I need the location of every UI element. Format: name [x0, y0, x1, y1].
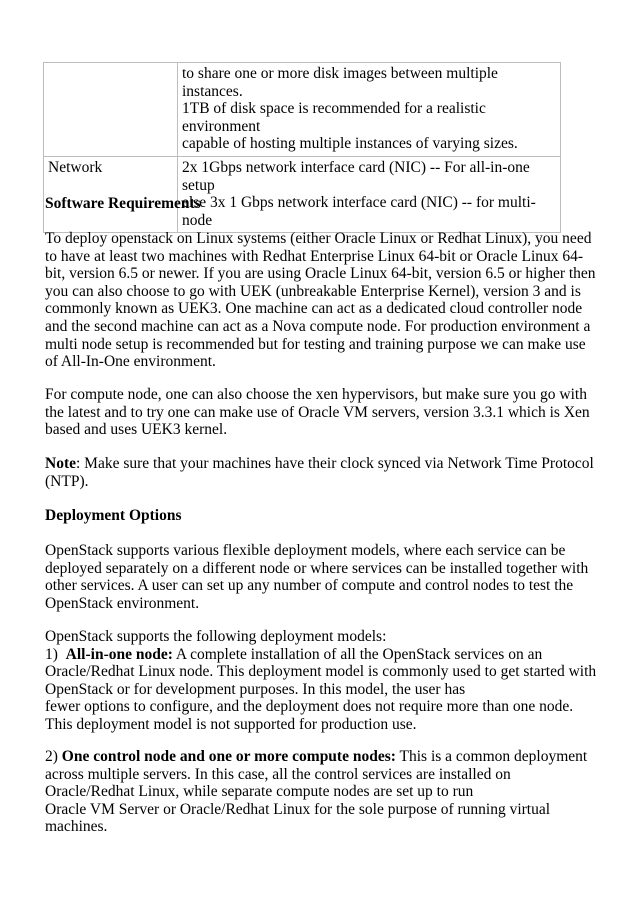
text-line: commonly known as UEK3. One machine can act as a dedicated cloud controller node — [45, 300, 583, 318]
text-line: multi node setup is recommended but for testing and training purpose we can make use — [45, 335, 586, 353]
text-line: other services. A user can set up any number of compute and control nodes to test the — [45, 577, 574, 595]
text-line: (NTP). — [45, 472, 89, 490]
list-item-title: One control node and one or more compute nodes: — [61, 748, 396, 765]
table-cell-line: 2x 1Gbps network interface card (NIC) -- For all-in-one setup — [182, 158, 530, 194]
text-line: Oracle/Redhat Linux node. This deployment model is commonly used to get started with — [45, 663, 597, 681]
table-cell-line: capable of hosting multiple instances of varying sizes. — [182, 135, 518, 153]
text-line: OpenStack supports the following deployment models: — [45, 628, 387, 645]
note-text: : Make sure that your machines have their clock synced via Network Time Protocol — [76, 455, 594, 472]
text-line: the latest and to try one can make use of Oracle VM servers, version 3.3.1 which is Xen — [45, 403, 590, 421]
text-line: To deploy openstack on Linux systems (either Oracle Linux or Redhat Linux), you need — [45, 230, 592, 247]
table-row — [44, 63, 561, 157]
list-number: 2) — [45, 748, 62, 765]
text-line: based and uses UEK3 kernel. — [45, 421, 228, 439]
text-line: Oracle/Redhat Linux, while separate compute nodes are set up to run — [45, 783, 474, 801]
text-line: of All-In-One environment. — [45, 353, 216, 371]
text-line: OpenStack or for development purposes. In this model, the user has — [45, 680, 466, 698]
paragraph — [45, 386, 590, 439]
note-label: Note — [45, 455, 76, 472]
text-line: This deployment model is not supported for production use. — [45, 715, 417, 733]
list-item-text: This is a common deployment — [395, 748, 588, 765]
table-cell-line: 1TB of disk space is recommended for a realistic environment — [182, 100, 486, 135]
section-heading — [45, 195, 585, 213]
text-line: machines. — [45, 818, 108, 836]
list-number: 1) — [45, 645, 66, 663]
text-line: and the second machine can act as a Nova compute node. For production environment a — [45, 317, 591, 335]
text-line: bit, version 6.5 or newer. If you are using Oracle Linux 64-bit, version 6.5 or higher then — [45, 265, 596, 283]
table-cell-line: else 3x 1 Gbps network interface card (NIC) -- for multi-node — [182, 194, 536, 229]
list-item-2 — [45, 748, 588, 766]
paragraph — [45, 748, 588, 836]
table-cell-line: to share one or more disk images between multiple instances. — [182, 65, 498, 100]
text-line: OpenStack supports various flexible deployment models, where each service can be — [45, 542, 566, 559]
list-item-title: All-in-one node: — [65, 645, 173, 663]
list-item-1 — [45, 646, 585, 664]
text-line: fewer options to configure, and the deployment does not require more than one node. — [45, 698, 574, 716]
text-line: OpenStack environment. — [45, 594, 200, 612]
text-line: to have at least two machines with Redhat Enterprise Linux 64-bit or Oracle Linux 64- — [45, 247, 584, 265]
table-cell-label — [44, 63, 178, 157]
software-requirements-heading: Software Requirements — [45, 195, 201, 212]
text-line: Oracle VM Server or Oracle/Redhat Linux for the sole purpose of running virtual — [45, 800, 551, 818]
paragraph — [45, 230, 596, 371]
text-line — [45, 455, 594, 473]
paragraph — [45, 542, 589, 612]
table-cell-label: Network — [44, 156, 178, 232]
table-cell-value — [178, 63, 561, 157]
note-paragraph — [45, 455, 594, 490]
deployment-options-heading: Deployment Options — [45, 507, 182, 524]
text-line: For compute node, one can also choose the xen hypervisors, but make sure you go with — [45, 386, 587, 403]
text-line: across multiple servers. In this case, all the control services are installed on — [45, 765, 511, 783]
section-heading — [45, 507, 585, 525]
text-line: you can also choose to go with UEK (unbreakable Enterprise Kernel), version 3 and is — [45, 282, 581, 300]
list-item-text: A complete installation of all the OpenStack services on an — [172, 645, 543, 663]
text-line: deployed separately on a different node or where services can be installed together with — [45, 559, 589, 577]
paragraph — [45, 628, 597, 734]
